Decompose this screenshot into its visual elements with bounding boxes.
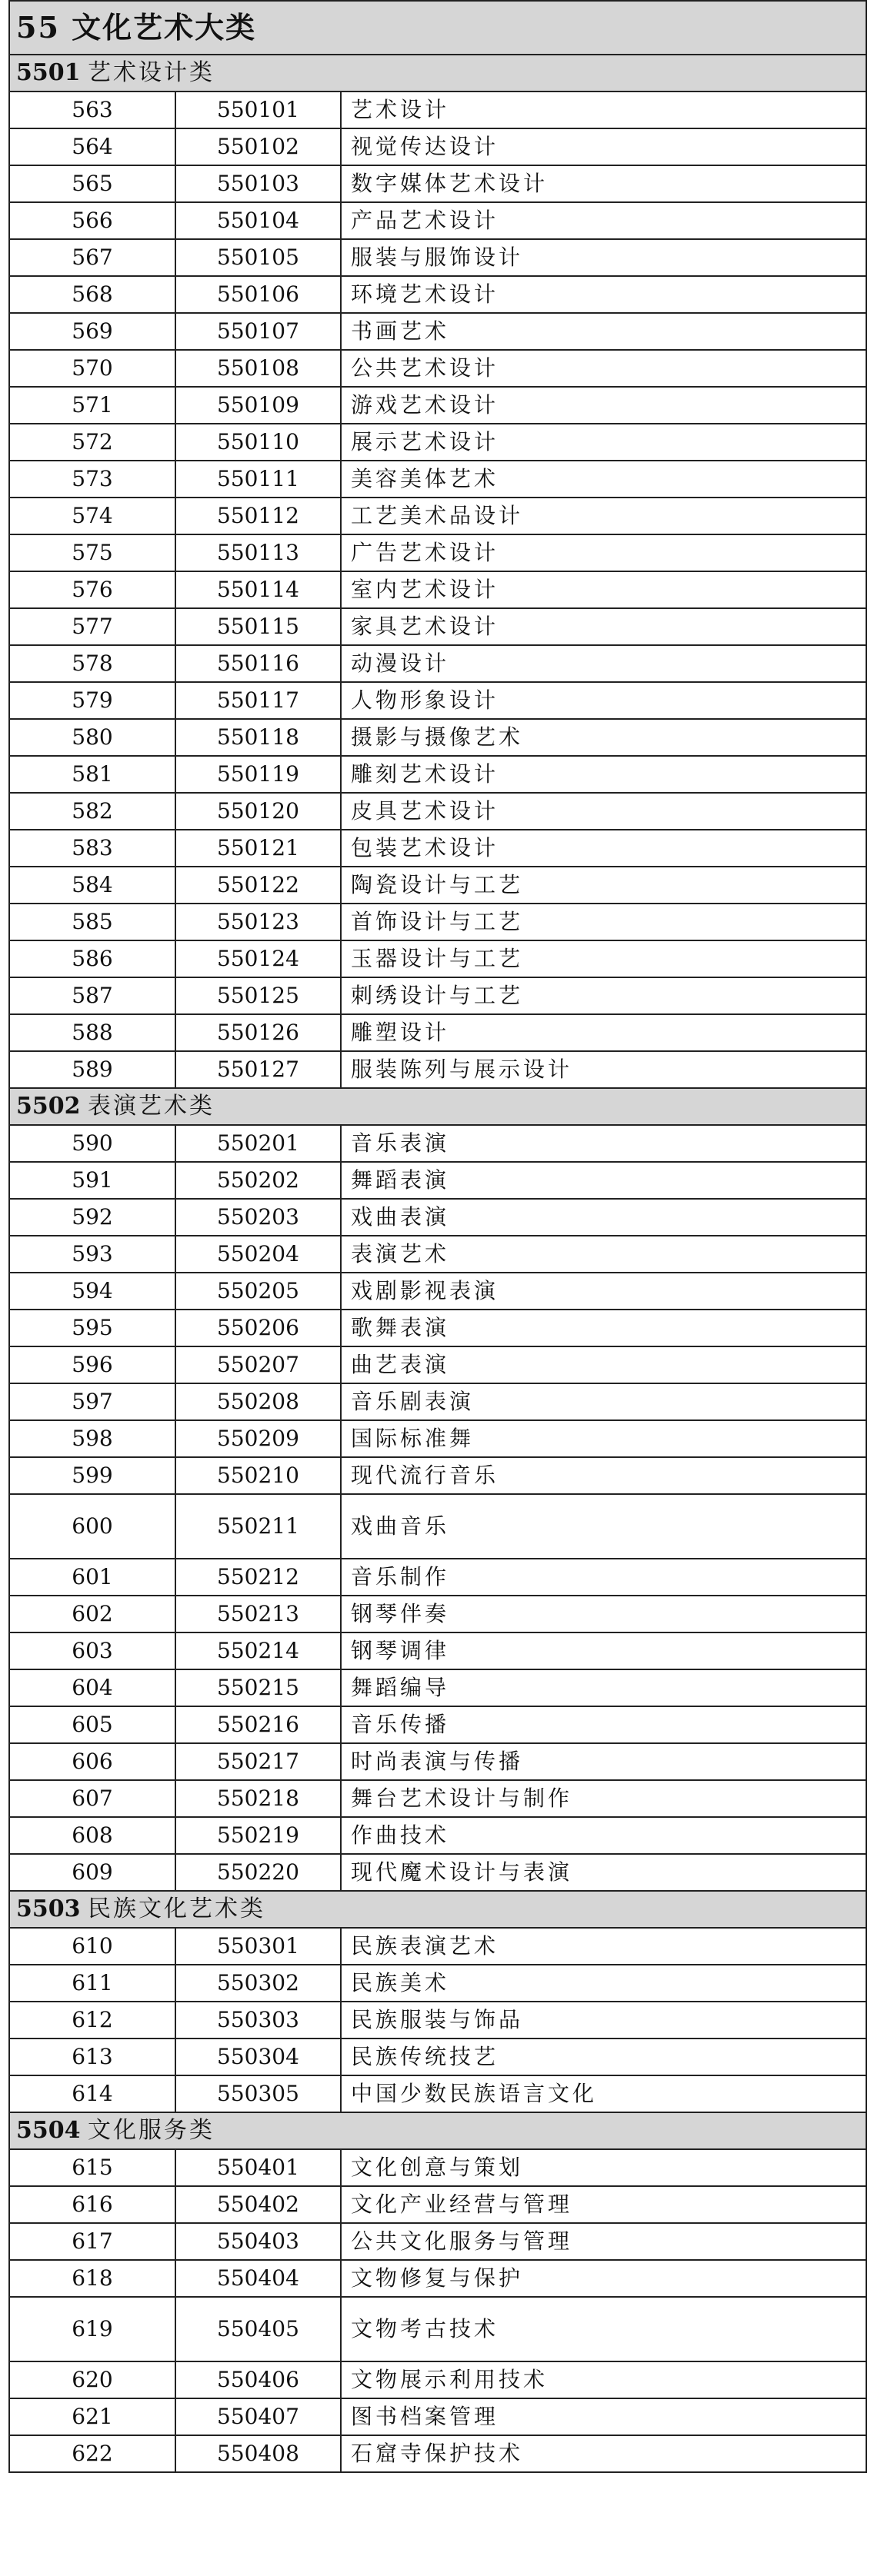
row-code: 550217: [175, 1743, 341, 1780]
row-name: 文化创意与策划: [341, 2149, 866, 2186]
row-code: 550401: [175, 2149, 341, 2186]
row-name: 戏曲表演: [341, 1199, 866, 1236]
row-seq: 592: [9, 1199, 175, 1236]
row-code: 550123: [175, 904, 341, 940]
row-seq: 579: [9, 682, 175, 719]
table-row: [9, 1854, 866, 1891]
table-row: [9, 682, 866, 719]
table-row: [9, 719, 866, 756]
row-seq: 587: [9, 977, 175, 1014]
table-row: [9, 165, 866, 202]
row-code: 550108: [175, 350, 341, 387]
row-name: 展示艺术设计: [341, 424, 866, 461]
table-row: [9, 793, 866, 830]
row-code: 550122: [175, 867, 341, 904]
row-code: 550210: [175, 1457, 341, 1494]
row-name: 首饰设计与工艺: [341, 904, 866, 940]
table-row: [9, 1706, 866, 1743]
row-code: 550121: [175, 830, 341, 867]
row-code: 550402: [175, 2186, 341, 2223]
row-code: 550214: [175, 1632, 341, 1669]
row-seq: 586: [9, 940, 175, 977]
table-row: [9, 1199, 866, 1236]
table-body: [9, 1, 866, 2472]
row-seq: 601: [9, 1559, 175, 1596]
row-seq: 607: [9, 1780, 175, 1817]
row-seq: 575: [9, 534, 175, 571]
table-row: [9, 1014, 866, 1051]
row-seq: 600: [9, 1494, 175, 1559]
row-name: 钢琴伴奏: [341, 1596, 866, 1632]
row-code: 550127: [175, 1051, 341, 1088]
row-name: 音乐传播: [341, 1706, 866, 1743]
row-name: 服装陈列与展示设计: [341, 1051, 866, 1088]
table-row: [9, 2002, 866, 2039]
row-code: 550204: [175, 1236, 341, 1273]
row-name: 雕刻艺术设计: [341, 756, 866, 793]
row-seq: 619: [9, 2297, 175, 2361]
table-row: [9, 2149, 866, 2186]
row-name: 人物形象设计: [341, 682, 866, 719]
row-code: 550216: [175, 1706, 341, 1743]
group-header: [9, 1891, 866, 1928]
table-row: [9, 1494, 866, 1559]
table-row: [9, 128, 866, 165]
table-row: [9, 1669, 866, 1706]
table-row: [9, 461, 866, 498]
row-seq: 591: [9, 1162, 175, 1199]
row-code: 550212: [175, 1559, 341, 1596]
table-row: [9, 239, 866, 276]
row-seq: 567: [9, 239, 175, 276]
row-seq: 617: [9, 2223, 175, 2260]
row-name: 文物修复与保护: [341, 2260, 866, 2297]
row-seq: 597: [9, 1383, 175, 1420]
row-code: 550213: [175, 1596, 341, 1632]
group-name: 艺术设计类: [88, 59, 215, 86]
row-name: 游戏艺术设计: [341, 387, 866, 424]
group-header: [9, 1088, 866, 1125]
row-name: 摄影与摄像艺术: [341, 719, 866, 756]
row-seq: 566: [9, 202, 175, 239]
row-code: 550101: [175, 92, 341, 128]
row-code: 550125: [175, 977, 341, 1014]
row-seq: 595: [9, 1310, 175, 1346]
table-row: [9, 1051, 866, 1088]
row-name: 现代魔术设计与表演: [341, 1854, 866, 1891]
row-code: 550301: [175, 1928, 341, 1965]
row-code: 550115: [175, 608, 341, 645]
table-row: [9, 1817, 866, 1854]
row-seq: 616: [9, 2186, 175, 2223]
table-row: [9, 1928, 866, 1965]
table-row: [9, 1273, 866, 1310]
row-name: 文物展示利用技术: [341, 2361, 866, 2398]
row-name: 歌舞表演: [341, 1310, 866, 1346]
row-code: 550114: [175, 571, 341, 608]
row-name: 音乐制作: [341, 1559, 866, 1596]
row-name: 时尚表演与传播: [341, 1743, 866, 1780]
row-code: 550110: [175, 424, 341, 461]
table-row: [9, 1457, 866, 1494]
row-seq: 589: [9, 1051, 175, 1088]
row-seq: 610: [9, 1928, 175, 1965]
row-name: 文化产业经营与管理: [341, 2186, 866, 2223]
row-seq: 572: [9, 424, 175, 461]
row-code: 550305: [175, 2075, 341, 2112]
table-row: [9, 350, 866, 387]
row-seq: 605: [9, 1706, 175, 1743]
row-seq: 573: [9, 461, 175, 498]
row-seq: 576: [9, 571, 175, 608]
table-row: [9, 2260, 866, 2297]
row-seq: 578: [9, 645, 175, 682]
row-seq: 596: [9, 1346, 175, 1383]
group-header-row: [9, 2112, 866, 2149]
row-name: 音乐表演: [341, 1125, 866, 1162]
row-code: 550408: [175, 2435, 341, 2472]
row-seq: 585: [9, 904, 175, 940]
row-code: 550111: [175, 461, 341, 498]
row-name: 包装艺术设计: [341, 830, 866, 867]
row-seq: 580: [9, 719, 175, 756]
row-name: 动漫设计: [341, 645, 866, 682]
table-row: [9, 2398, 866, 2435]
table-row: [9, 1383, 866, 1420]
row-code: 550218: [175, 1780, 341, 1817]
row-name: 刺绣设计与工艺: [341, 977, 866, 1014]
row-name: 玉器设计与工艺: [341, 940, 866, 977]
table-row: [9, 867, 866, 904]
row-code: 550102: [175, 128, 341, 165]
row-seq: 604: [9, 1669, 175, 1706]
row-code: 550304: [175, 2039, 341, 2075]
row-code: 550303: [175, 2002, 341, 2039]
row-seq: 614: [9, 2075, 175, 2112]
row-name: 表演艺术: [341, 1236, 866, 1273]
row-seq: 563: [9, 92, 175, 128]
row-code: 550119: [175, 756, 341, 793]
row-name: 舞台艺术设计与制作: [341, 1780, 866, 1817]
table-row: [9, 1346, 866, 1383]
table-row: [9, 1420, 866, 1457]
group-header: [9, 2112, 866, 2149]
row-name: 视觉传达设计: [341, 128, 866, 165]
table-row: [9, 2435, 866, 2472]
row-seq: 593: [9, 1236, 175, 1273]
row-seq: 570: [9, 350, 175, 387]
row-seq: 622: [9, 2435, 175, 2472]
row-name: 现代流行音乐: [341, 1457, 866, 1494]
row-name: 图书档案管理: [341, 2398, 866, 2435]
row-name: 民族表演艺术: [341, 1928, 866, 1965]
table-row: [9, 2186, 866, 2223]
document-page: [8, 0, 866, 2473]
table-row: [9, 1310, 866, 1346]
table-row: [9, 756, 866, 793]
row-seq: 588: [9, 1014, 175, 1051]
row-name: 公共艺术设计: [341, 350, 866, 387]
table-row: [9, 276, 866, 313]
row-code: 550120: [175, 793, 341, 830]
row-seq: 564: [9, 128, 175, 165]
row-code: 550112: [175, 498, 341, 534]
row-name: 戏剧影视表演: [341, 1273, 866, 1310]
row-name: 环境艺术设计: [341, 276, 866, 313]
table-row: [9, 2039, 866, 2075]
group-header: [9, 55, 866, 92]
table-row: [9, 534, 866, 571]
row-code: 550107: [175, 313, 341, 350]
table-row: [9, 202, 866, 239]
row-seq: 582: [9, 793, 175, 830]
row-seq: 620: [9, 2361, 175, 2398]
table-row: [9, 645, 866, 682]
row-name: 作曲技术: [341, 1817, 866, 1854]
table-row: [9, 2361, 866, 2398]
table-row: [9, 387, 866, 424]
row-code: 550405: [175, 2297, 341, 2361]
row-seq: 602: [9, 1596, 175, 1632]
row-code: 550109: [175, 387, 341, 424]
row-code: 550206: [175, 1310, 341, 1346]
row-name: 音乐剧表演: [341, 1383, 866, 1420]
table-row: [9, 904, 866, 940]
row-seq: 615: [9, 2149, 175, 2186]
group-code: 5502: [16, 1093, 81, 1120]
major-catalog-table: [8, 0, 867, 2473]
table-row: [9, 1236, 866, 1273]
row-seq: 574: [9, 498, 175, 534]
row-seq: 565: [9, 165, 175, 202]
row-seq: 584: [9, 867, 175, 904]
row-seq: 608: [9, 1817, 175, 1854]
table-row: [9, 1780, 866, 1817]
row-code: 550104: [175, 202, 341, 239]
row-code: 550113: [175, 534, 341, 571]
group-name: 文化服务类: [88, 2117, 215, 2144]
row-code: 550106: [175, 276, 341, 313]
row-code: 550406: [175, 2361, 341, 2398]
group-header-row: [9, 1088, 866, 1125]
row-name: 室内艺术设计: [341, 571, 866, 608]
row-name: 中国少数民族语言文化: [341, 2075, 866, 2112]
row-code: 550118: [175, 719, 341, 756]
category-title: 55 文化艺术大类: [9, 1, 866, 55]
row-code: 550207: [175, 1346, 341, 1383]
table-row: [9, 1632, 866, 1669]
row-seq: 571: [9, 387, 175, 424]
row-name: 产品艺术设计: [341, 202, 866, 239]
table-row: [9, 1596, 866, 1632]
row-name: 曲艺表演: [341, 1346, 866, 1383]
row-code: 550302: [175, 1965, 341, 2002]
row-code: 550211: [175, 1494, 341, 1559]
table-row: [9, 92, 866, 128]
row-seq: 612: [9, 2002, 175, 2039]
table-row: [9, 571, 866, 608]
table-row: [9, 424, 866, 461]
row-seq: 599: [9, 1457, 175, 1494]
table-row: [9, 2223, 866, 2260]
row-name: 舞蹈表演: [341, 1162, 866, 1199]
row-code: 550117: [175, 682, 341, 719]
row-code: 550103: [175, 165, 341, 202]
table-row: [9, 2297, 866, 2361]
row-seq: 611: [9, 1965, 175, 2002]
row-name: 数字媒体艺术设计: [341, 165, 866, 202]
group-header-row: [9, 1891, 866, 1928]
row-code: 550208: [175, 1383, 341, 1420]
group-code: 5501: [16, 59, 81, 86]
row-code: 550403: [175, 2223, 341, 2260]
group-code: 5503: [16, 1895, 81, 1922]
row-seq: 583: [9, 830, 175, 867]
table-row: [9, 608, 866, 645]
row-name: 美容美体艺术: [341, 461, 866, 498]
row-name: 家具艺术设计: [341, 608, 866, 645]
row-name: 服装与服饰设计: [341, 239, 866, 276]
row-code: 550105: [175, 239, 341, 276]
row-name: 广告艺术设计: [341, 534, 866, 571]
row-seq: 598: [9, 1420, 175, 1457]
row-code: 550124: [175, 940, 341, 977]
row-code: 550202: [175, 1162, 341, 1199]
table-row: [9, 2075, 866, 2112]
group-header-row: [9, 55, 866, 92]
row-name: 民族传统技艺: [341, 2039, 866, 2075]
row-name: 国际标准舞: [341, 1420, 866, 1457]
row-seq: 621: [9, 2398, 175, 2435]
row-name: 舞蹈编导: [341, 1669, 866, 1706]
group-code: 5504: [16, 2117, 81, 2144]
row-code: 550220: [175, 1854, 341, 1891]
table-row: [9, 498, 866, 534]
group-name: 民族文化艺术类: [88, 1895, 266, 1922]
table-row: [9, 1965, 866, 2002]
row-name: 艺术设计: [341, 92, 866, 128]
table-row: [9, 1162, 866, 1199]
table-row: [9, 977, 866, 1014]
table-row: [9, 940, 866, 977]
row-seq: 568: [9, 276, 175, 313]
row-seq: 606: [9, 1743, 175, 1780]
row-name: 钢琴调律: [341, 1632, 866, 1669]
row-seq: 590: [9, 1125, 175, 1162]
table-row: [9, 1743, 866, 1780]
row-name: 文物考古技术: [341, 2297, 866, 2361]
group-name: 表演艺术类: [88, 1093, 215, 1120]
row-code: 550209: [175, 1420, 341, 1457]
row-seq: 618: [9, 2260, 175, 2297]
row-code: 550126: [175, 1014, 341, 1051]
row-code: 550404: [175, 2260, 341, 2297]
row-name: 工艺美术品设计: [341, 498, 866, 534]
row-name: 雕塑设计: [341, 1014, 866, 1051]
table-row: [9, 830, 866, 867]
row-code: 550203: [175, 1199, 341, 1236]
row-code: 550407: [175, 2398, 341, 2435]
row-code: 550201: [175, 1125, 341, 1162]
table-row: [9, 313, 866, 350]
row-seq: 609: [9, 1854, 175, 1891]
row-name: 陶瓷设计与工艺: [341, 867, 866, 904]
row-seq: 577: [9, 608, 175, 645]
row-seq: 569: [9, 313, 175, 350]
table-row: [9, 1559, 866, 1596]
row-name: 民族美术: [341, 1965, 866, 2002]
row-name: 石窟寺保护技术: [341, 2435, 866, 2472]
row-code: 550219: [175, 1817, 341, 1854]
row-seq: 594: [9, 1273, 175, 1310]
row-name: 公共文化服务与管理: [341, 2223, 866, 2260]
row-name: 书画艺术: [341, 313, 866, 350]
row-code: 550205: [175, 1273, 341, 1310]
row-seq: 603: [9, 1632, 175, 1669]
table-row: [9, 1125, 866, 1162]
category-title-row: [9, 1, 866, 55]
row-name: 皮具艺术设计: [341, 793, 866, 830]
row-seq: 581: [9, 756, 175, 793]
row-code: 550215: [175, 1669, 341, 1706]
row-code: 550116: [175, 645, 341, 682]
row-name: 戏曲音乐: [341, 1494, 866, 1559]
row-seq: 613: [9, 2039, 175, 2075]
row-name: 民族服装与饰品: [341, 2002, 866, 2039]
